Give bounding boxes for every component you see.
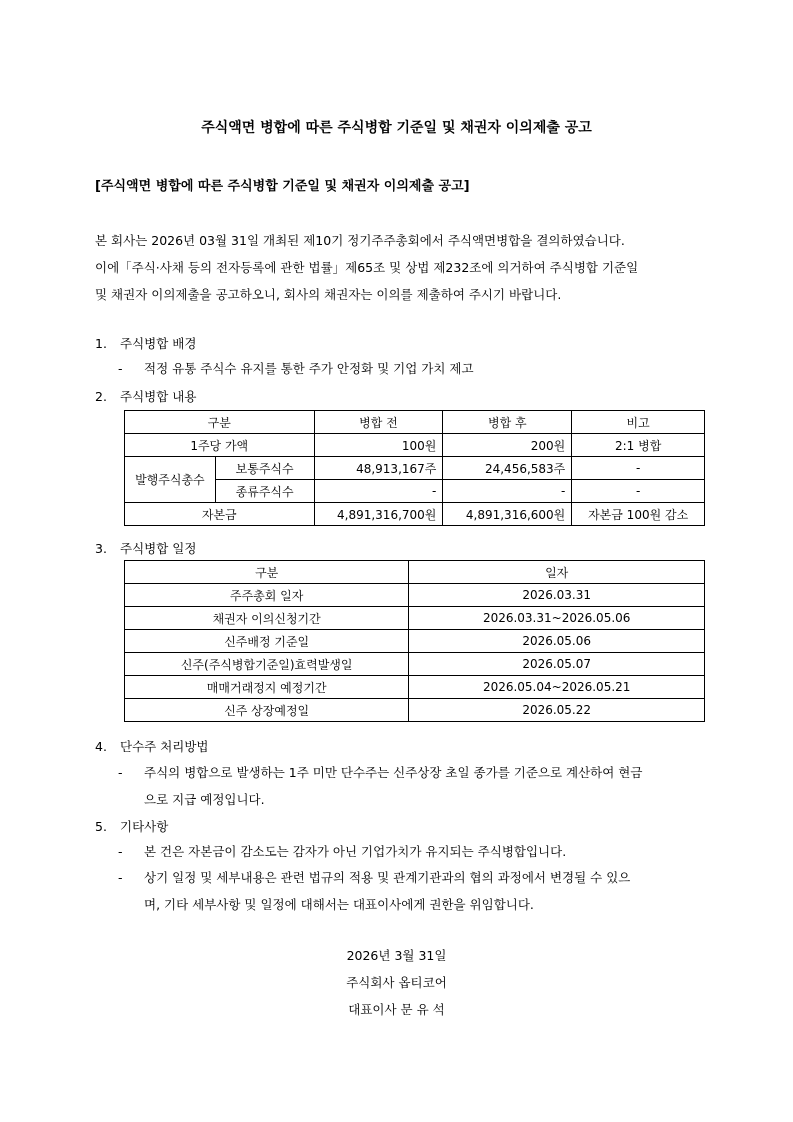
- schedule-table: [124, 560, 705, 722]
- section-3-heading: 3. 주식병합 일정: [95, 541, 197, 556]
- table-row: 신주(주식병합기준일)효력발생일 2026.05.07: [125, 653, 705, 676]
- section-5-bullet-2: - 상기 일정 및 세부내용은 관련 법규의 적용 및 관계기관과의 협의 과정에서 변경될 수 있으 며, 기타 세부사항 및 일정에 대해서는 대표이사에게 권한을 위임합니다.: [118, 870, 631, 912]
- table-header-row: [125, 561, 705, 584]
- notice-title: 주식액면 병합에 따른 주식병합 기준일 및 채권자 이의제출 공고: [201, 120, 592, 136]
- table-row: 매매거래정지 예정기간 2026.05.04~2026.05.21: [125, 676, 705, 699]
- table-row: 종류주식수 - - -: [125, 480, 705, 503]
- intro-paragraph: [95, 227, 715, 308]
- table-row: 신주배정 기준일 2026.05.06: [125, 630, 705, 653]
- header-after: 병합 후: [443, 411, 572, 434]
- section-1-heading: 1. 주식병합 배경: [95, 336, 197, 351]
- table-row: 자본금 4,891,316,700원 4,891,316,600원 자본금 100원 감소: [125, 503, 705, 526]
- table-header-row: [125, 411, 705, 434]
- table-row: 채권자 이의신청기간 2026.03.31~2026.05.06: [125, 607, 705, 630]
- signature-date: 2026년 3월 31일: [346, 948, 447, 963]
- section-5-bullet-1: - 본 건은 자본금이 감소도는 감자가 아닌 기업가치가 유지되는 주식병합입니다.: [118, 844, 567, 859]
- signature-ceo: 대표이사 문 유 석: [348, 1002, 445, 1017]
- section-2-heading: 2. 주식병합 내용: [95, 389, 197, 404]
- section-5-heading: 5. 기타사항: [95, 819, 169, 834]
- table-row: 1주당 가액 100원 200원 2:1 병합: [125, 434, 705, 457]
- header-before: 병합 전: [314, 411, 443, 434]
- header-category: 구분: [125, 561, 409, 584]
- table-row: 신주 상장예정일 2026.05.22: [125, 699, 705, 722]
- header-note: 비고: [572, 411, 705, 434]
- section-1-bullet: - 적정 유통 주식수 유지를 통한 주가 안정화 및 기업 가치 제고: [118, 361, 474, 376]
- notice-subtitle: [주식액면 병합에 따른 주식병합 기준일 및 채권자 이의제출 공고]: [95, 179, 470, 194]
- section-4-heading: 4. 단수주 처리방법: [95, 739, 209, 754]
- signature-company: 주식회사 옵티코어: [346, 975, 447, 990]
- intro-line: 및 채권자 이의제출을 공고하오니, 회사의 채권자는 이의를 제출하여 주시기 바랍니다.: [95, 287, 562, 302]
- merge-table: [124, 410, 705, 526]
- section-4-bullet: - 주식의 병합으로 발생하는 1주 미만 단수주는 신주상장 초일 종가를 기준으로 계산하여 현금 으로 지급 예정입니다.: [118, 765, 643, 807]
- header-date: 일자: [409, 561, 705, 584]
- table-row: 주주총회 일자 2026.03.31: [125, 584, 705, 607]
- intro-line: 본 회사는 2026년 03월 31일 개최된 제10기 정기주주총회에서 주식액면병합을 결의하였습니다.: [95, 233, 625, 248]
- table-row: 발행주식총수 보통주식수 48,913,167주 24,456,583주 -: [125, 457, 705, 480]
- intro-line: 이에「주식·사채 등의 전자등록에 관한 법률」제65조 및 상법 제232조에 의거하여 주식병합 기준일: [95, 260, 639, 275]
- header-category: 구분: [125, 411, 315, 434]
